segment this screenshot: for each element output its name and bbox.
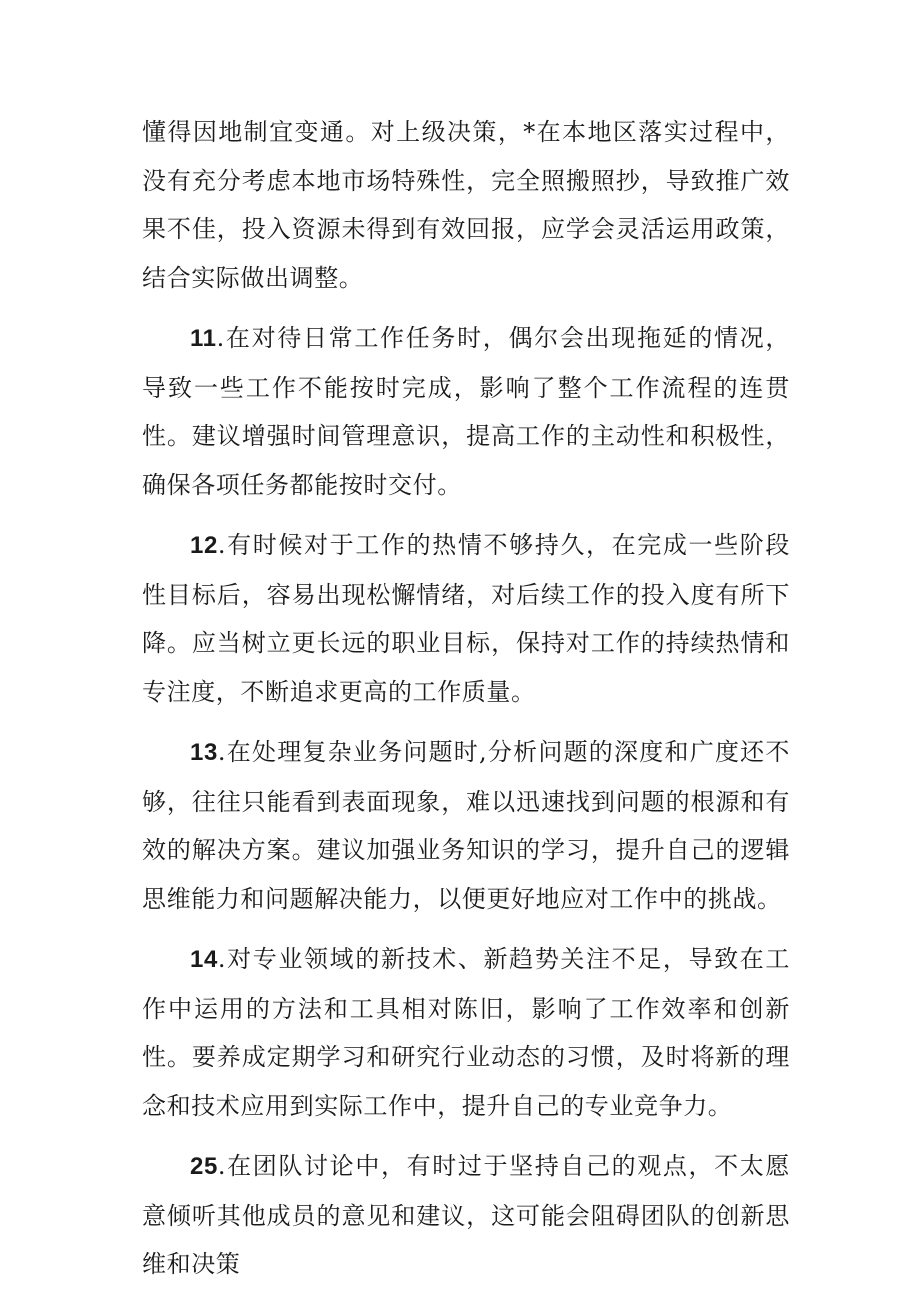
paragraph-text: .在对待日常工作任务时，偶尔会出现拖延的情况，导致一些工作不能按时完成，影响了整个工作流程的连贯性。建议增强时间管理意识，提高工作的主动性和积极性，确保各项任务都能按时交付。 bbox=[142, 324, 790, 499]
item-number: 25 bbox=[190, 1153, 218, 1180]
paragraph-text: .对专业领域的新技术、新趋势关注不足，导致在工作中运用的方法和工具相对陈旧，影响了工作效率和创新性。要养成定期学习和研究行业动态的习惯，及时将新的理念和技术应用到实际工作中，提升自己的专业竞争力。 bbox=[142, 945, 790, 1120]
paragraph-text: .在处理复杂业务问题时,分析问题的深度和广度还不够，往往只能看到表面现象，难以迅速找到问题的根源和有效的解决方案。建议加强业务知识的学习，提升自己的逻辑思维能力和问题解决能力，以便更好地应对工作中的挑战。 bbox=[142, 738, 790, 913]
paragraph-text: 懂得因地制宜变通。对上级决策，*在本地区落实过程中，没有充分考虑本地市场特殊性，完全照搬照抄，导致推广效果不佳，投入资源未得到有效回报，应学会灵活运用政策，结合实际做出调整。 bbox=[142, 118, 790, 292]
paragraph-text: .在团队讨论中，有时过于坚持自己的观点，不太愿意倾听其他成员的意见和建议，这可能会阻碍团队的创新思维和决策 bbox=[142, 1152, 790, 1278]
paragraph-item-11 bbox=[142, 314, 790, 509]
paragraph-item-12 bbox=[142, 521, 790, 716]
item-number: 13 bbox=[190, 739, 218, 766]
paragraph-item-13 bbox=[142, 728, 790, 923]
paragraph-item-25 bbox=[142, 1142, 790, 1289]
document-body bbox=[142, 108, 790, 1301]
item-number: 12 bbox=[190, 532, 218, 559]
paragraph-text: .有时候对于工作的热情不够持久，在完成一些阶段性目标后，容易出现松懈情绪，对后续工作的投入度有所下降。应当树立更长远的职业目标，保持对工作的持续热情和专注度，不断追求更高的工作质量。 bbox=[142, 531, 790, 706]
paragraph-continuation bbox=[142, 108, 790, 302]
item-number: 14 bbox=[190, 946, 218, 973]
item-number: 11 bbox=[190, 325, 217, 352]
paragraph-item-14 bbox=[142, 935, 790, 1130]
